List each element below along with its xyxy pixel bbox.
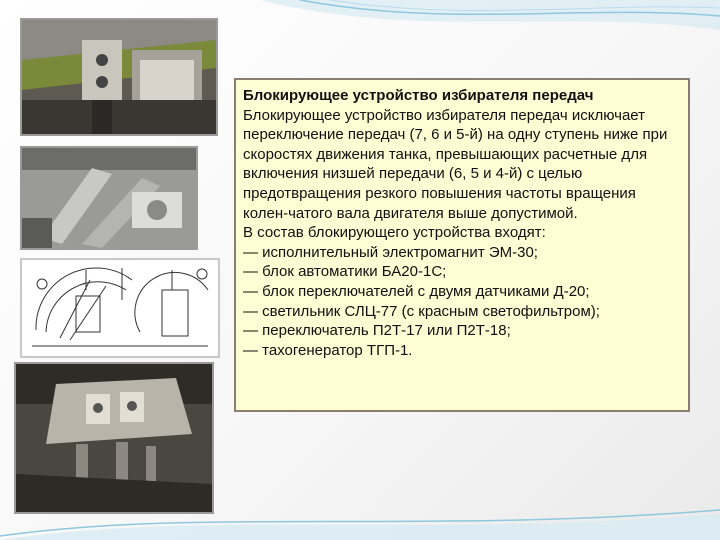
schematic-drawing: [20, 258, 220, 358]
photo-switch-block: [14, 362, 214, 514]
component-item: — светильник СЛЦ-77 (с красным светофильтром);: [243, 302, 600, 320]
description-textbox: [234, 78, 690, 412]
slide-title: Блокирующее устройство избирателя передач: [243, 87, 594, 104]
description-paragraph: Блокирующее устройство избирателя передач исключает переключение передач (7, 6 и 5-й) на одну ступень ниже при скоростях движения танка, превышающих расчетные для включения низшей передачи (6, 5 и 4-й) с целью предотвращения резкого повышения частоты вращения колен-чатого вала двигателя выше допустимой.: [243, 106, 668, 222]
components-intro: В состав блокирующего устройства входят:: [243, 224, 546, 242]
component-item: — исполнительный электромагнит ЭМ-30;: [243, 243, 538, 261]
component-item: — блок автоматики БА20-1С;: [243, 263, 447, 281]
component-item: — переключатель П2Т-17 или П2Т-18;: [243, 322, 511, 340]
photo-selector-mechanism: [20, 18, 218, 136]
component-item: — тахогенератор ТГП-1.: [243, 341, 413, 359]
photo-control-levers: [20, 146, 198, 250]
component-item: — блок переключателей с двумя датчиками Д-20;: [243, 282, 590, 300]
